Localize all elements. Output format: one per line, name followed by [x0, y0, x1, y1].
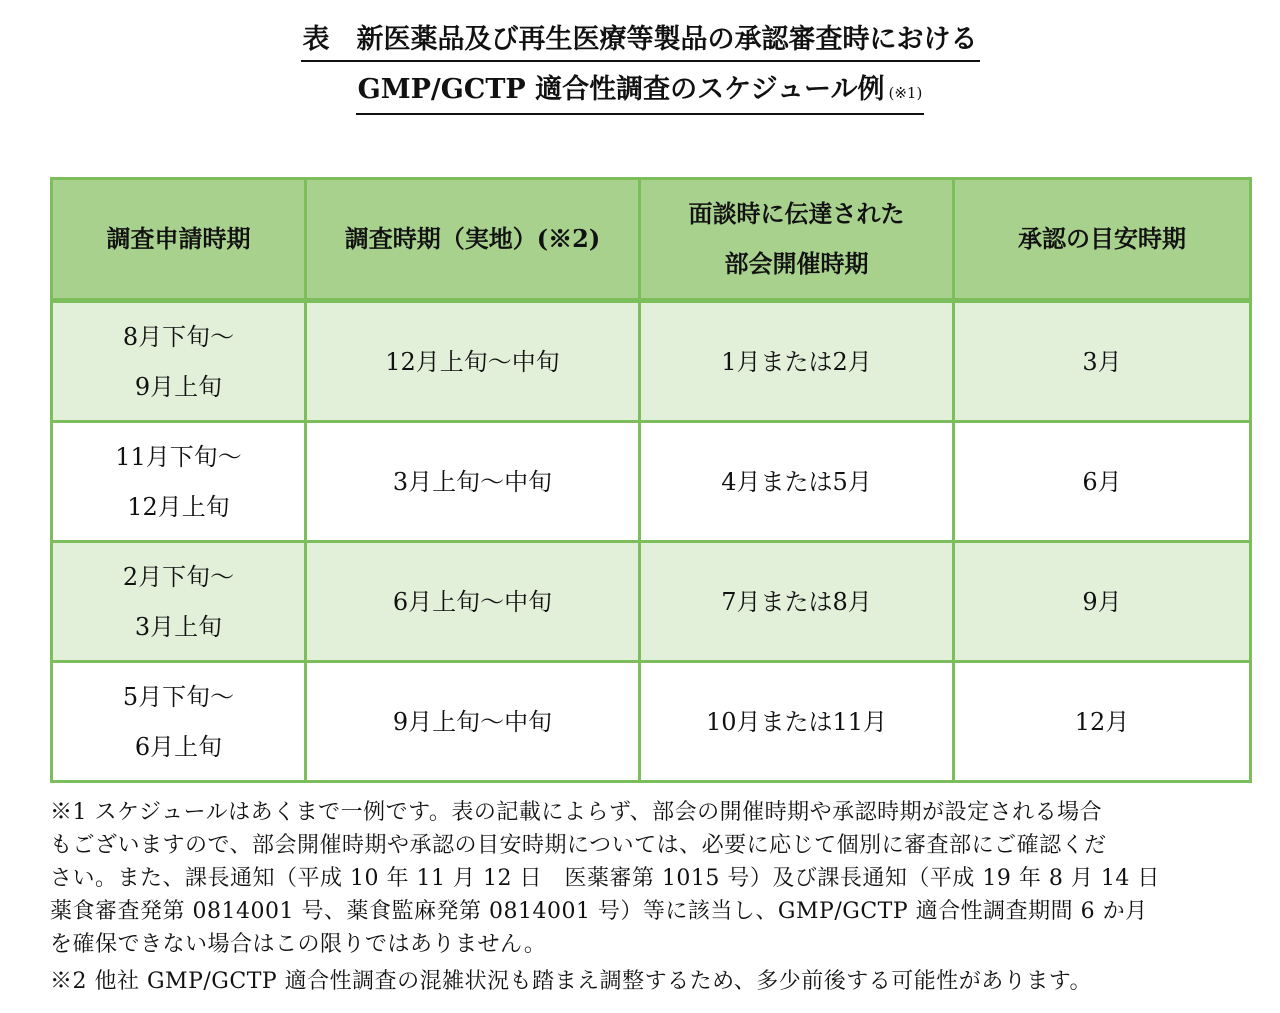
schedule-table — [50, 177, 1252, 783]
header-application-period: 調査申請時期 — [52, 179, 306, 301]
cell-inspection-period: 3月上旬〜中旬 — [306, 422, 640, 542]
cell-application-period — [52, 422, 306, 542]
header-approval-target: 承認の目安時期 — [954, 179, 1251, 301]
footnote-1: ※1 スケジュールはあくまで一例です。表の記載によらず、部会の開催時期や承認時期が設定される場合 もございますので、部会開催時期や承認の目安時期については、必要に応じて個別に審査部にご確認くだ さい。また、課長通知（平成 10 年 11 月 12 日 医薬審第 1015 号）及び課長通知（平成 19 年 8 月 14 日 薬食審査発第 0814001 号、薬食監麻発第 0814001 号）等に該当し、GMP/GCTP 適合性調査期間 6 か月 を確保できない場合はこの限りではありません。 — [50, 800, 1160, 957]
table-row — [52, 301, 1251, 422]
cell-text: 2月下旬〜 3月上旬 — [122, 562, 235, 641]
document-title — [0, 22, 1280, 115]
title-line-2-text: GMP/GCTP 適合性調査のスケジュール例 — [357, 74, 885, 105]
cell-application-period — [52, 301, 306, 422]
cell-committee-period: 10月または11月 — [640, 662, 954, 782]
header-committee-period-text: 面談時に伝達された 部会開催時期 — [688, 199, 905, 278]
table-row — [52, 662, 1251, 782]
table-row — [52, 542, 1251, 662]
header-committee-period — [640, 179, 954, 301]
cell-inspection-period: 9月上旬〜中旬 — [306, 662, 640, 782]
table-row — [52, 422, 1251, 542]
header-inspection-period: 調査時期（実地）(※2) — [306, 179, 640, 301]
cell-committee-period: 1月または2月 — [640, 301, 954, 422]
cell-application-period — [52, 542, 306, 662]
cell-application-period — [52, 662, 306, 782]
cell-committee-period: 7月または8月 — [640, 542, 954, 662]
cell-text: 5月下旬〜 6月上旬 — [122, 682, 235, 761]
cell-inspection-period: 12月上旬〜中旬 — [306, 301, 640, 422]
cell-inspection-period: 6月上旬〜中旬 — [306, 542, 640, 662]
table-header-row — [52, 179, 1251, 301]
cell-text: 11月下旬〜 12月上旬 — [115, 442, 242, 521]
cell-approval-target: 6月 — [954, 422, 1251, 542]
title-note-mark: (※1) — [888, 84, 923, 102]
cell-approval-target: 9月 — [954, 542, 1251, 662]
footnotes — [50, 796, 1240, 998]
cell-approval-target: 12月 — [954, 662, 1251, 782]
footnote-2: ※2 他社 GMP/GCTP 適合性調査の混雑状況も踏まえ調整するため、多少前後する可能性があります。 — [50, 969, 1093, 994]
cell-text: 8月下旬〜 9月上旬 — [122, 322, 235, 401]
title-line-1: 表 新医薬品及び再生医療等製品の承認審査時における — [301, 22, 980, 62]
title-line-2 — [356, 72, 925, 115]
cell-approval-target: 3月 — [954, 301, 1251, 422]
cell-committee-period: 4月または5月 — [640, 422, 954, 542]
